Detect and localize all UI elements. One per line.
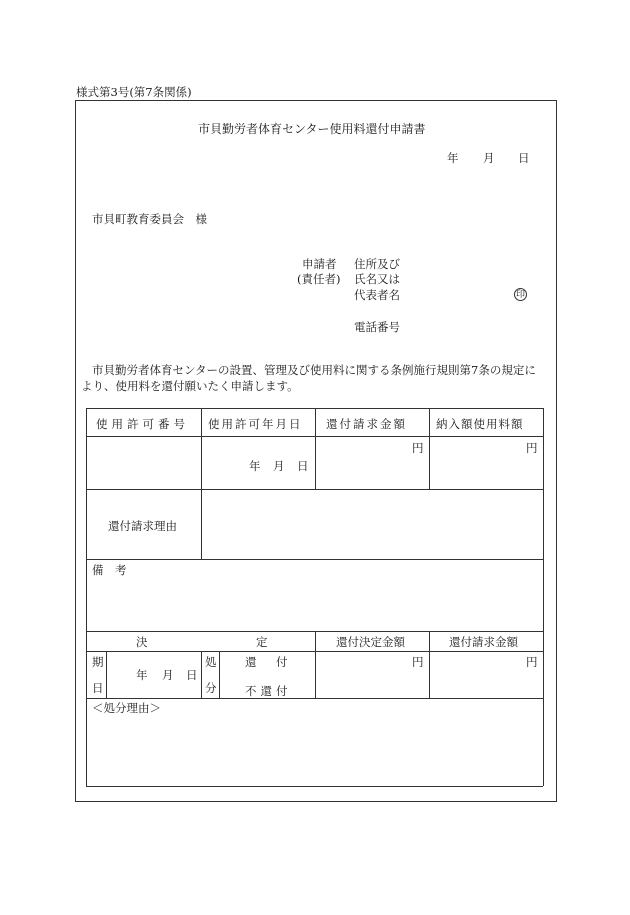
remarks-label: 備 考 [92,563,127,577]
request-yen-unit: 円 [526,655,538,669]
period-label-bi: 日 [92,681,104,695]
permit-date-month: 月 [273,459,285,473]
responsible-label: (責任者) [297,272,341,286]
decision-label-tei: 定 [256,635,268,649]
refund-yen-unit: 円 [412,441,424,455]
refund-reason-label: 還付請求理由 [108,519,177,533]
addressee: 市貝町教育委員会 様 [92,212,207,226]
form-frame [75,100,557,802]
permit-date-year: 年 [249,459,261,473]
disposal-label-sho: 処 [205,655,217,669]
decision-yen-unit: 円 [412,655,424,669]
date-year: 年 [447,151,459,165]
date-month: 月 [483,151,495,165]
name-field-label: 氏名又は [354,272,400,286]
header-permit-date: 使用許可年月日 [208,417,303,431]
seal-mark: 印 [515,290,525,300]
decision-date-day: 日 [186,668,198,682]
form-number: 様式第3号(第7条関係) [76,85,192,99]
refund-request-amount-header: 還付請求金額 [449,635,518,649]
header-refund-request: 還付請求金額 [326,417,407,431]
date-day: 日 [518,151,530,165]
decision-label-ketsu: 決 [136,635,148,649]
address-field-label: 住所及び [354,257,400,271]
decision-date-month: 月 [162,668,174,682]
refund-option: 還 付 [245,655,292,669]
no-refund-option: 不還付 [245,684,292,698]
disposal-reason-label: ＜処分理由＞ [92,701,161,715]
paid-yen-unit: 円 [526,441,538,455]
phone-field-label: 電話番号 [354,320,400,334]
decision-date-year: 年 [136,668,148,682]
body-text-line1: 市貝勤労者体育センターの設置、管理及び使用料に関する条例施行規則第7条の規定に [92,363,536,377]
refund-decision-amount-header: 還付決定金額 [336,635,405,649]
disposal-label-bun: 分 [205,681,217,695]
period-label-ki: 期 [92,655,104,669]
form-title: 市貝勤労者体育センター使用料還付申請書 [198,122,426,136]
representative-field-label: 代表者名 [354,288,400,302]
header-permit-number: 使用許可番号 [96,417,189,431]
header-paid-fee: 納入額使用料額 [436,417,524,431]
applicant-label: 申請者 [302,257,337,271]
permit-date-day: 日 [297,459,309,473]
body-text-line2: より、使用料を還付願いたく申請します。 [81,379,299,393]
